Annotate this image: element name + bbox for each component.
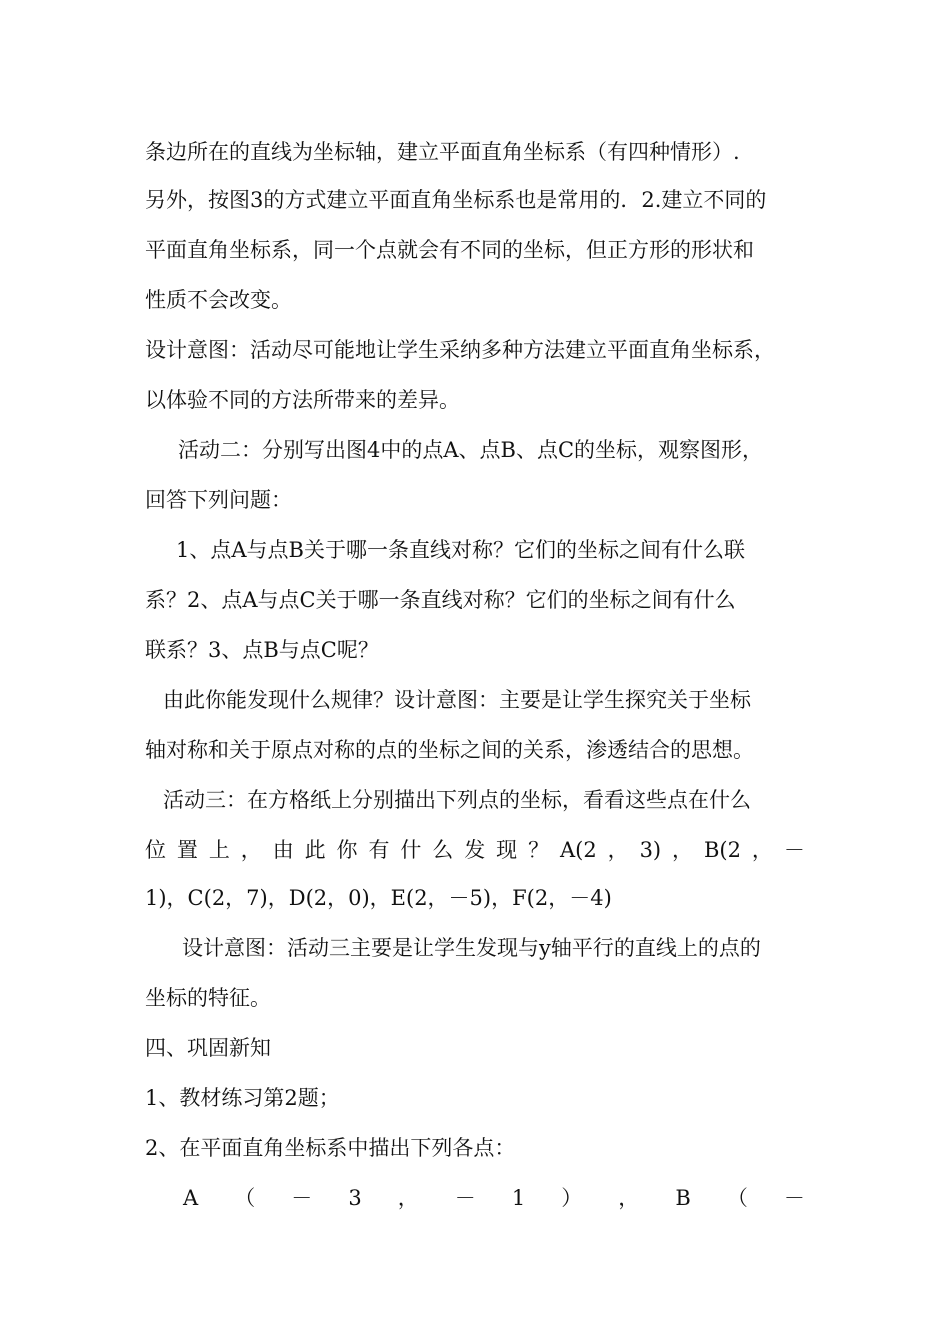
text-token: 1 bbox=[511, 1186, 526, 1210]
text-line-20: 1、教材练习第2题； bbox=[145, 1086, 340, 1110]
text-token: A(2 bbox=[559, 838, 597, 862]
text-token: ， bbox=[618, 1186, 640, 1210]
text-token: 3) bbox=[639, 838, 662, 862]
text-token: － bbox=[291, 1186, 313, 1210]
text-token: （ bbox=[234, 1186, 256, 1210]
section-heading: 四、巩固新知 bbox=[145, 1036, 271, 1060]
text-line-4: 性质不会改变。 bbox=[145, 288, 292, 312]
text-line-2: 另外，按图3的方式建立平面直角坐标系也是常用的．2.建立不同的 bbox=[145, 188, 767, 212]
text-token: ， bbox=[751, 838, 773, 862]
text-token: ） bbox=[561, 1186, 583, 1210]
text-line-12: 由此你能发现什么规律？设计意图：主要是让学生探究关于坐标 bbox=[163, 688, 751, 712]
text-token: ， bbox=[607, 838, 629, 862]
text-token: （ bbox=[726, 1186, 748, 1210]
text-line-18: 坐标的特征。 bbox=[145, 986, 271, 1010]
text-line-6: 以体验不同的方法所带来的差异。 bbox=[145, 388, 460, 412]
text-line-16: 1)，C(2，7)，D(2，0)，E(2，－5)，F(2，－4) bbox=[145, 886, 612, 910]
text-token: － bbox=[783, 838, 805, 862]
text-token: A bbox=[183, 1186, 199, 1210]
text-token: 有 bbox=[368, 838, 390, 862]
text-token: 3 bbox=[348, 1186, 362, 1210]
text-line-1: 条边所在的直线为坐标轴，建立平面直角坐标系（有四种情形）. bbox=[145, 140, 740, 164]
text-line-17: 设计意图：活动三主要是让学生发现与y轴平行的直线上的点的 bbox=[182, 936, 761, 960]
text-token: 什 bbox=[400, 838, 422, 862]
text-token: 么 bbox=[432, 838, 454, 862]
text-token: － bbox=[454, 1186, 476, 1210]
text-token: 位 bbox=[145, 838, 166, 862]
text-line-3: 平面直角坐标系，同一个点就会有不同的坐标，但正方形的形状和 bbox=[145, 238, 754, 262]
text-line-8: 回答下列问题： bbox=[145, 488, 292, 512]
text-line-7: 活动二：分别写出图4中的点A、点B、点C的坐标，观察图形， bbox=[178, 438, 764, 462]
text-line-5: 设计意图：活动尽可能地让学生采纳多种方法建立平面直角坐标系， bbox=[145, 338, 775, 362]
text-token: 你 bbox=[336, 838, 358, 862]
text-token: 此 bbox=[304, 838, 326, 862]
text-token: 上 bbox=[208, 838, 230, 862]
text-token: 由 bbox=[272, 838, 294, 862]
text-line-10: 系？2、点A与点C关于哪一条直线对称？它们的坐标之间有什么 bbox=[145, 588, 736, 612]
text-token: 置 bbox=[176, 838, 198, 862]
text-line-9: 1、点A与点B关于哪一条直线对称？它们的坐标之间有什么联 bbox=[176, 538, 745, 562]
text-line-14: 活动三：在方格纸上分别描出下列点的坐标，看看这些点在什么 bbox=[163, 788, 751, 812]
text-token: 现 bbox=[496, 838, 518, 862]
text-token: ？ bbox=[528, 838, 550, 862]
text-line-13: 轴对称和关于原点对称的点的坐标之间的关系，渗透结合的思想。 bbox=[145, 738, 754, 762]
text-token: B bbox=[675, 1186, 691, 1210]
text-token: ， bbox=[240, 838, 262, 862]
text-token: ， bbox=[397, 1186, 419, 1210]
text-line-22-justified bbox=[183, 1184, 805, 1212]
text-line-15-justified bbox=[145, 836, 805, 864]
text-token: ， bbox=[672, 838, 694, 862]
text-line-11: 联系？3、点B与点C呢？ bbox=[145, 638, 379, 662]
text-line-21: 2、在平面直角坐标系中描出下列各点： bbox=[145, 1136, 516, 1160]
text-token: 发 bbox=[464, 838, 486, 862]
text-token: B(2 bbox=[703, 838, 741, 862]
text-token: － bbox=[783, 1186, 805, 1210]
